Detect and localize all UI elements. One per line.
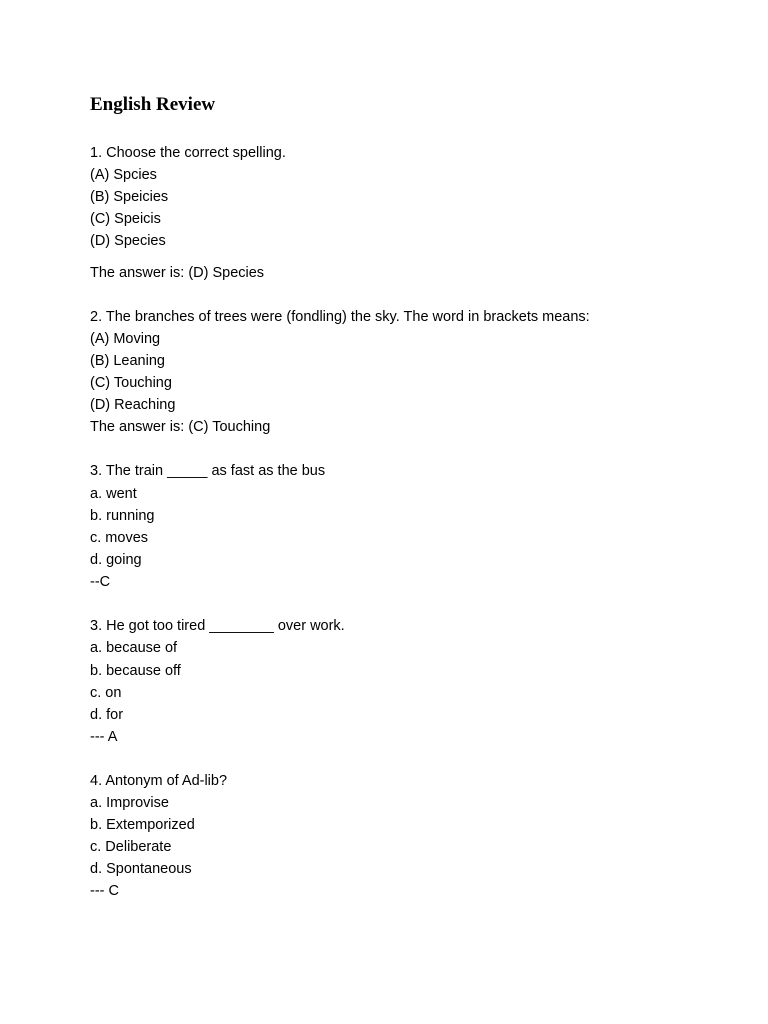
question-3-option-b: b. running [90, 508, 155, 524]
question-3-option-c: c. moves [90, 530, 149, 546]
question-2-answer: The answer is: (C) Touching [90, 419, 271, 435]
question-4-option-a: a. because of [90, 640, 178, 656]
question-5-option-c: c. Deliberate [90, 839, 172, 855]
question-2-option-c: (C) Touching [90, 375, 172, 391]
question-2-prompt: 2. The branches of trees were (fondling) the sky. The word in brackets means: [90, 309, 590, 325]
question-5-prompt: 4. Antonym of Ad-lib? [90, 773, 228, 789]
question-1-option-a: (A) Spcies [90, 167, 157, 183]
question-4-option-b: b. because off [90, 663, 181, 679]
question-5-option-b: b. Extemporized [90, 817, 195, 833]
question-1-option-b: (B) Speicies [90, 189, 169, 205]
document-title: English Review [90, 94, 216, 115]
question-2-option-b: (B) Leaning [90, 353, 165, 369]
question-4-option-d: d. for [90, 707, 124, 723]
question-5-option-a: a. Improvise [90, 795, 169, 811]
question-4-prompt: 3. He got too tired ________ over work. [90, 618, 345, 634]
question-1-answer: The answer is: (D) Species [90, 265, 265, 281]
question-1-option-c: (C) Speicis [90, 211, 161, 227]
question-3-option-a: a. went [90, 486, 137, 502]
question-1-prompt: 1. Choose the correct spelling. [90, 145, 286, 161]
question-5-option-d: d. Spontaneous [90, 861, 192, 877]
question-4-option-c: c. on [90, 685, 122, 701]
question-3-answer: --C [90, 574, 111, 590]
question-2-option-d: (D) Reaching [90, 397, 176, 413]
question-1-option-d: (D) Species [90, 233, 166, 249]
question-2-option-a: (A) Moving [90, 331, 161, 347]
question-3-option-d: d. going [90, 552, 142, 568]
question-4-answer: --- A [90, 729, 118, 745]
question-3-prompt: 3. The train _____ as fast as the bus [90, 463, 326, 479]
question-5-answer: --- C [90, 883, 119, 899]
